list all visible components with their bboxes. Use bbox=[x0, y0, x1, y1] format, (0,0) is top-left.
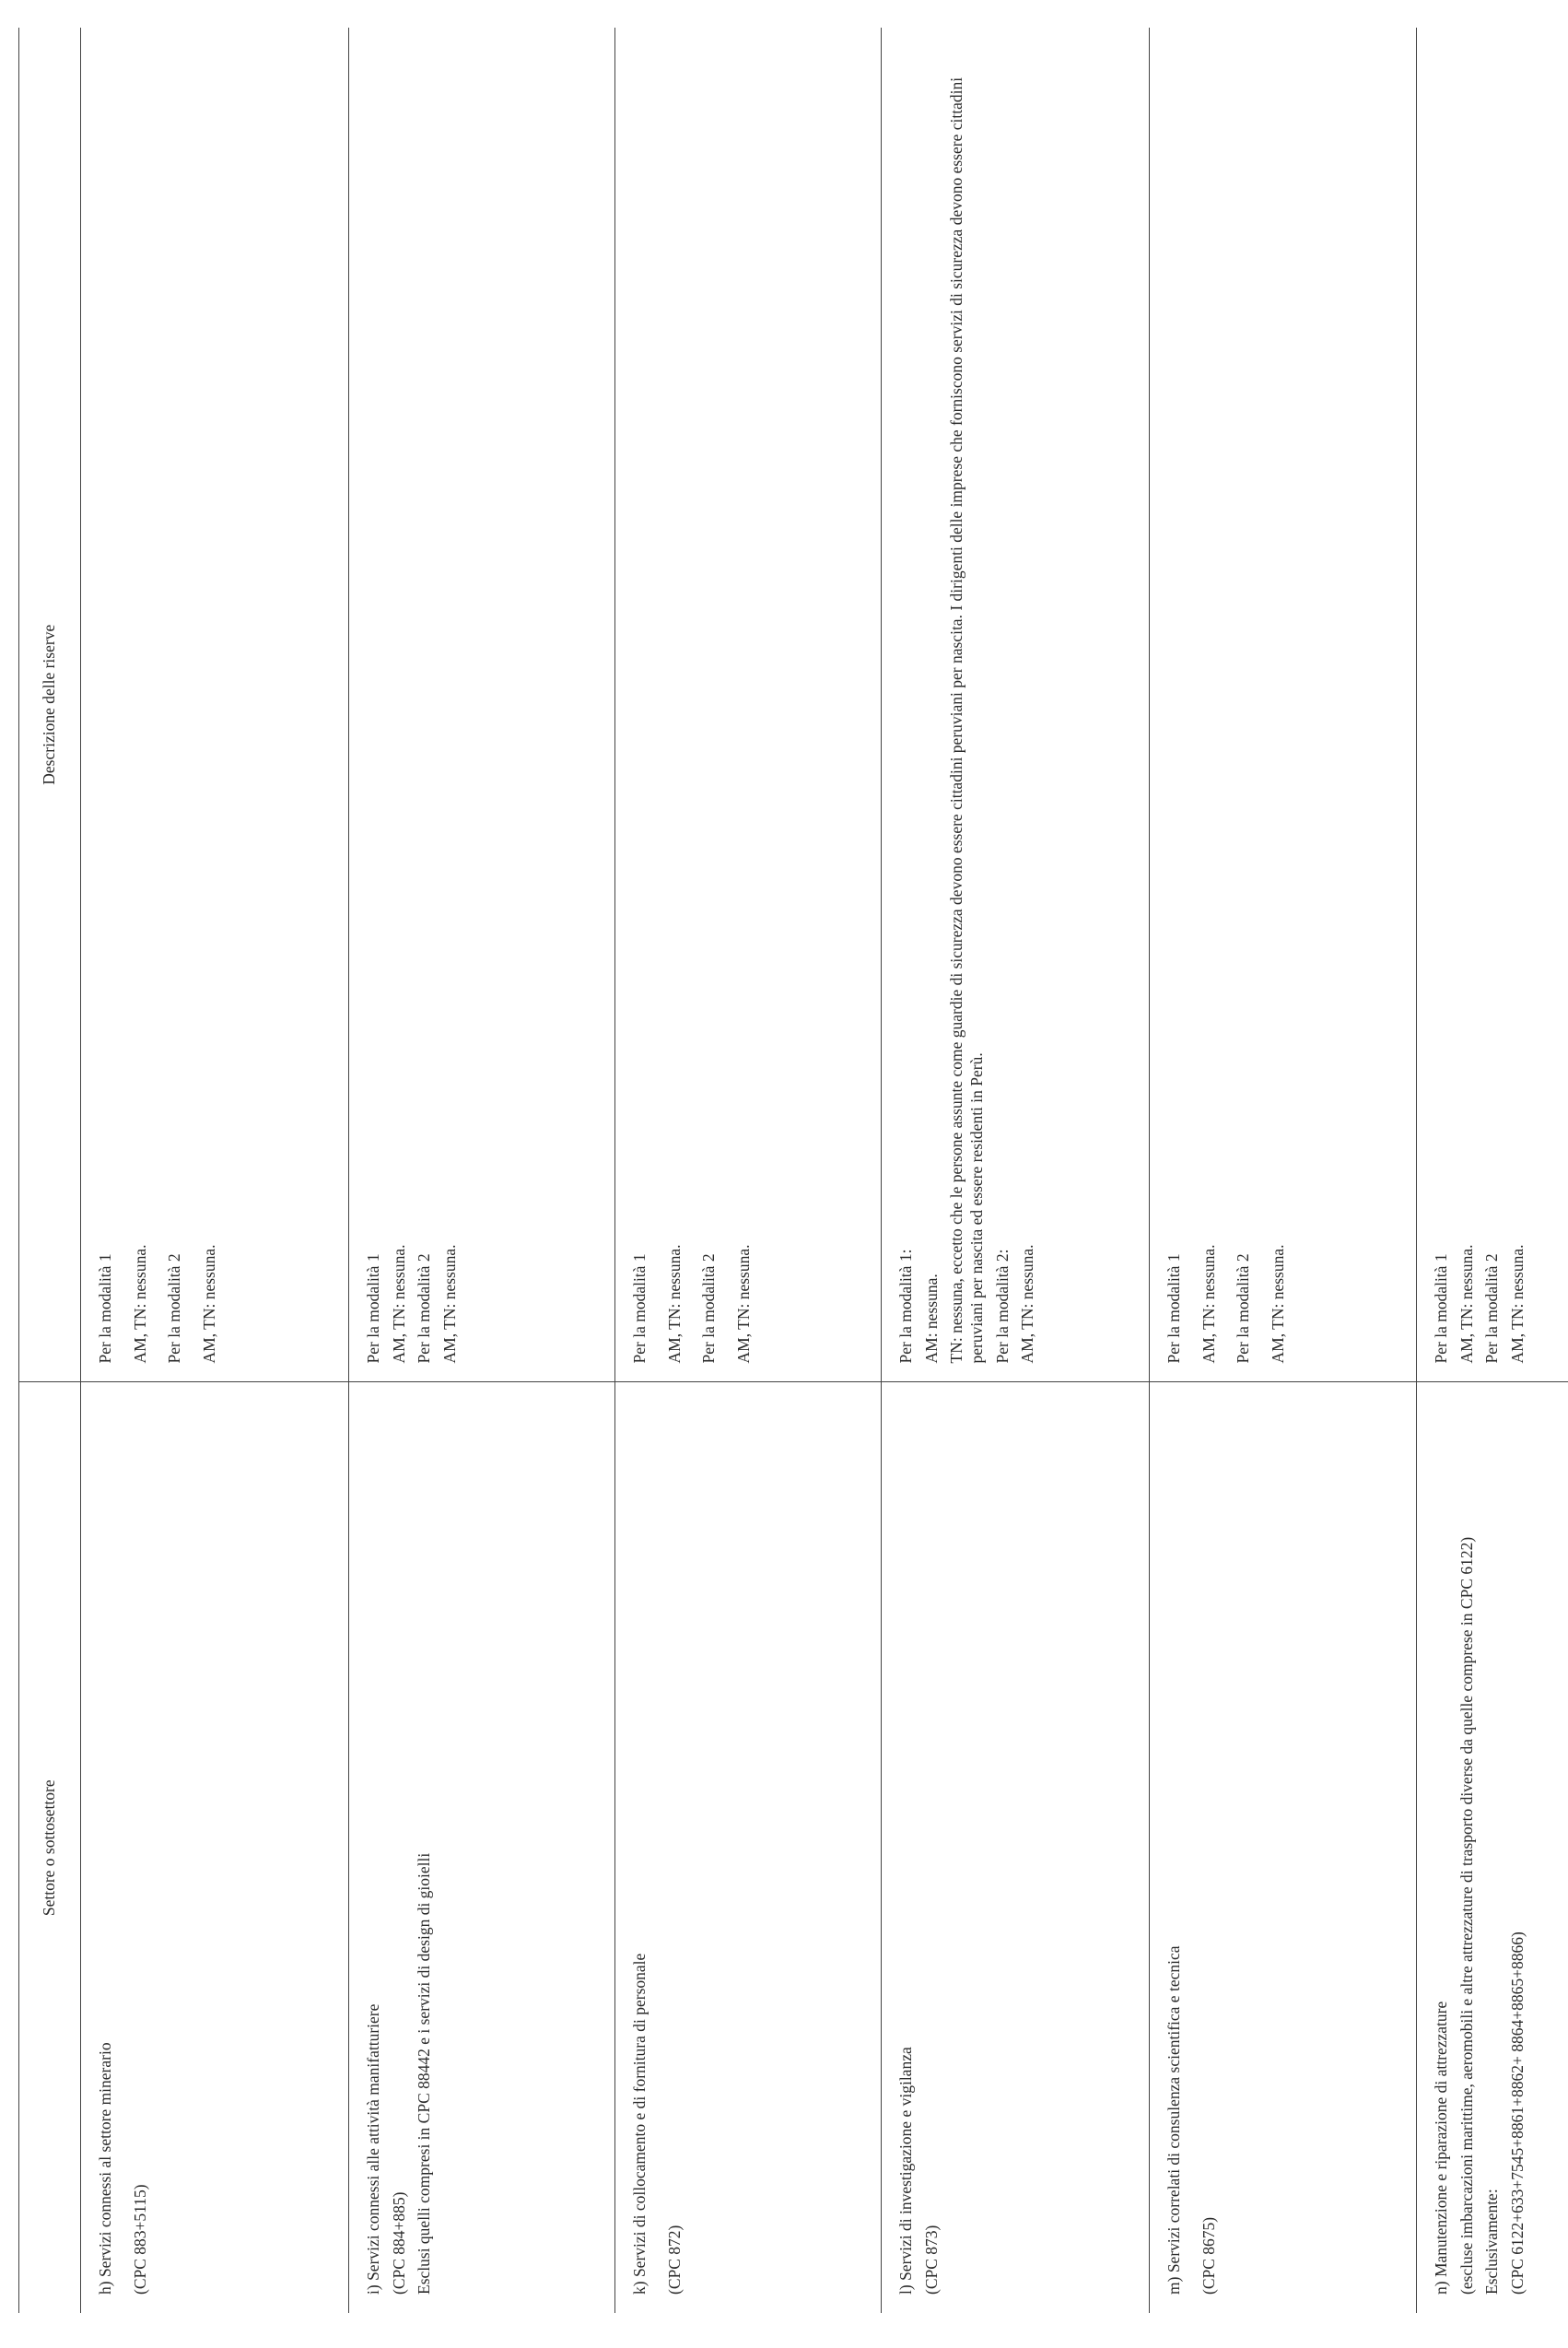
mode-label: Per la modalità 1: bbox=[896, 1249, 915, 1364]
mode-value: AM, TN: nessuna. bbox=[389, 1244, 408, 1364]
sector-cell bbox=[1417, 1382, 1568, 2313]
sector-title: h) Servizi connessi al settore minerario bbox=[96, 2042, 114, 2295]
mode-label: Per la modalità 1 bbox=[1432, 1253, 1450, 1364]
table-row bbox=[615, 28, 882, 2313]
sector-cell bbox=[615, 1382, 882, 2313]
sector-code: (CPC 6122+633+7545+8861+8862+ 8864+8865+8866) bbox=[1508, 1931, 1527, 2295]
sector-exclusion: Esclusi quelli compresi in CPC 88442 e i servizi di design di gioielli bbox=[415, 1852, 434, 2295]
mode-value: AM, TN: nessuna. bbox=[1269, 1244, 1288, 1364]
table-row bbox=[1150, 28, 1417, 2313]
mode-label: Per la modalità 1 bbox=[96, 1253, 114, 1364]
mode-label: Per la modalità 1 bbox=[630, 1253, 649, 1364]
table-row bbox=[1417, 28, 1568, 2313]
table-header-row bbox=[19, 28, 81, 2313]
mode-label: Per la modalità 1 bbox=[364, 1253, 382, 1364]
mode-value: AM, TN: nessuna. bbox=[1508, 1244, 1527, 1364]
mode-label: Per la modalità 2 bbox=[415, 1253, 434, 1364]
mode-detail: TN: nessuna, eccetto che le persone assunte come guardie di sicurezza devono essere cittadini peruviani per nascita. I dirigenti delle imprese che forniscono servizi di sicurezza devono essere cittadini peruviani per nascita ed essere residenti in Perù. bbox=[947, 76, 987, 1364]
description-cell bbox=[349, 28, 615, 1382]
mode-label: Per la modalità 2: bbox=[992, 1249, 1012, 1364]
sector-title: n) Manutenzione e riparazione di attrezzature bbox=[1432, 2001, 1450, 2295]
reservations-table bbox=[18, 28, 1568, 2313]
sector-title: i) Servizi connessi alle attività manifatturiere bbox=[364, 2003, 382, 2295]
sector-title: k) Servizi di collocamento e di fornitura di personale bbox=[630, 1953, 649, 2295]
description-cell bbox=[882, 28, 1150, 1382]
mode-value: AM, TN: nessuna. bbox=[200, 1244, 219, 1364]
header-sector: Settore o sottosettore bbox=[19, 1382, 81, 2313]
mode-value: AM, TN: nessuna. bbox=[440, 1244, 460, 1364]
mode-value: AM, TN: nessuna. bbox=[1199, 1244, 1218, 1364]
sector-qualifier: Esclusivamente: bbox=[1482, 2189, 1502, 2295]
description-cell bbox=[1417, 28, 1568, 1382]
rotated-reservation-table bbox=[18, 28, 1527, 2313]
mode-value: AM, TN: nessuna. bbox=[1018, 1244, 1037, 1364]
mode-value: AM, TN: nessuna. bbox=[734, 1244, 754, 1364]
mode-label: Per la modalità 2 bbox=[699, 1253, 719, 1364]
mode-label: Per la modalità 2 bbox=[1234, 1253, 1253, 1364]
mode-label: Per la modalità 2 bbox=[1482, 1253, 1502, 1364]
mode-value: AM: nessuna. bbox=[921, 1274, 941, 1364]
sector-cell bbox=[1150, 1382, 1417, 2313]
table-row bbox=[81, 28, 349, 2313]
sector-code: (CPC 8675) bbox=[1199, 2216, 1218, 2295]
mode-label: Per la modalità 2 bbox=[165, 1253, 184, 1364]
table-row bbox=[882, 28, 1150, 2313]
sector-code: (CPC 873) bbox=[921, 2225, 941, 2295]
header-description: Descrizione delle riserve bbox=[19, 28, 81, 1382]
sector-code: (CPC 872) bbox=[664, 2225, 684, 2295]
sector-code: (CPC 884+885) bbox=[389, 2191, 408, 2295]
sector-cell bbox=[882, 1382, 1150, 2313]
sector-code: (CPC 883+5115) bbox=[130, 2184, 149, 2295]
mode-value: AM, TN: nessuna. bbox=[664, 1244, 684, 1364]
sector-title: l) Servizi di investigazione e vigilanza bbox=[896, 2047, 915, 2295]
mode-value: AM, TN: nessuna. bbox=[1457, 1244, 1476, 1364]
mode-value: AM, TN: nessuna. bbox=[130, 1244, 149, 1364]
table-row bbox=[349, 28, 615, 2313]
sector-title: m) Servizi correlati di consulenza scientifica e tecnica bbox=[1164, 1945, 1183, 2295]
sector-cell bbox=[81, 1382, 349, 2313]
description-cell bbox=[615, 28, 882, 1382]
mode-label: Per la modalità 1 bbox=[1164, 1253, 1183, 1364]
description-cell bbox=[81, 28, 349, 1382]
sector-cell bbox=[349, 1382, 615, 2313]
sector-note: (escluse imbarcazioni marittime, aeromobili e altre attrezzature di trasporto diverse da quelle comprese in CPC 6122) bbox=[1457, 1536, 1476, 2295]
description-cell bbox=[1150, 28, 1417, 1382]
